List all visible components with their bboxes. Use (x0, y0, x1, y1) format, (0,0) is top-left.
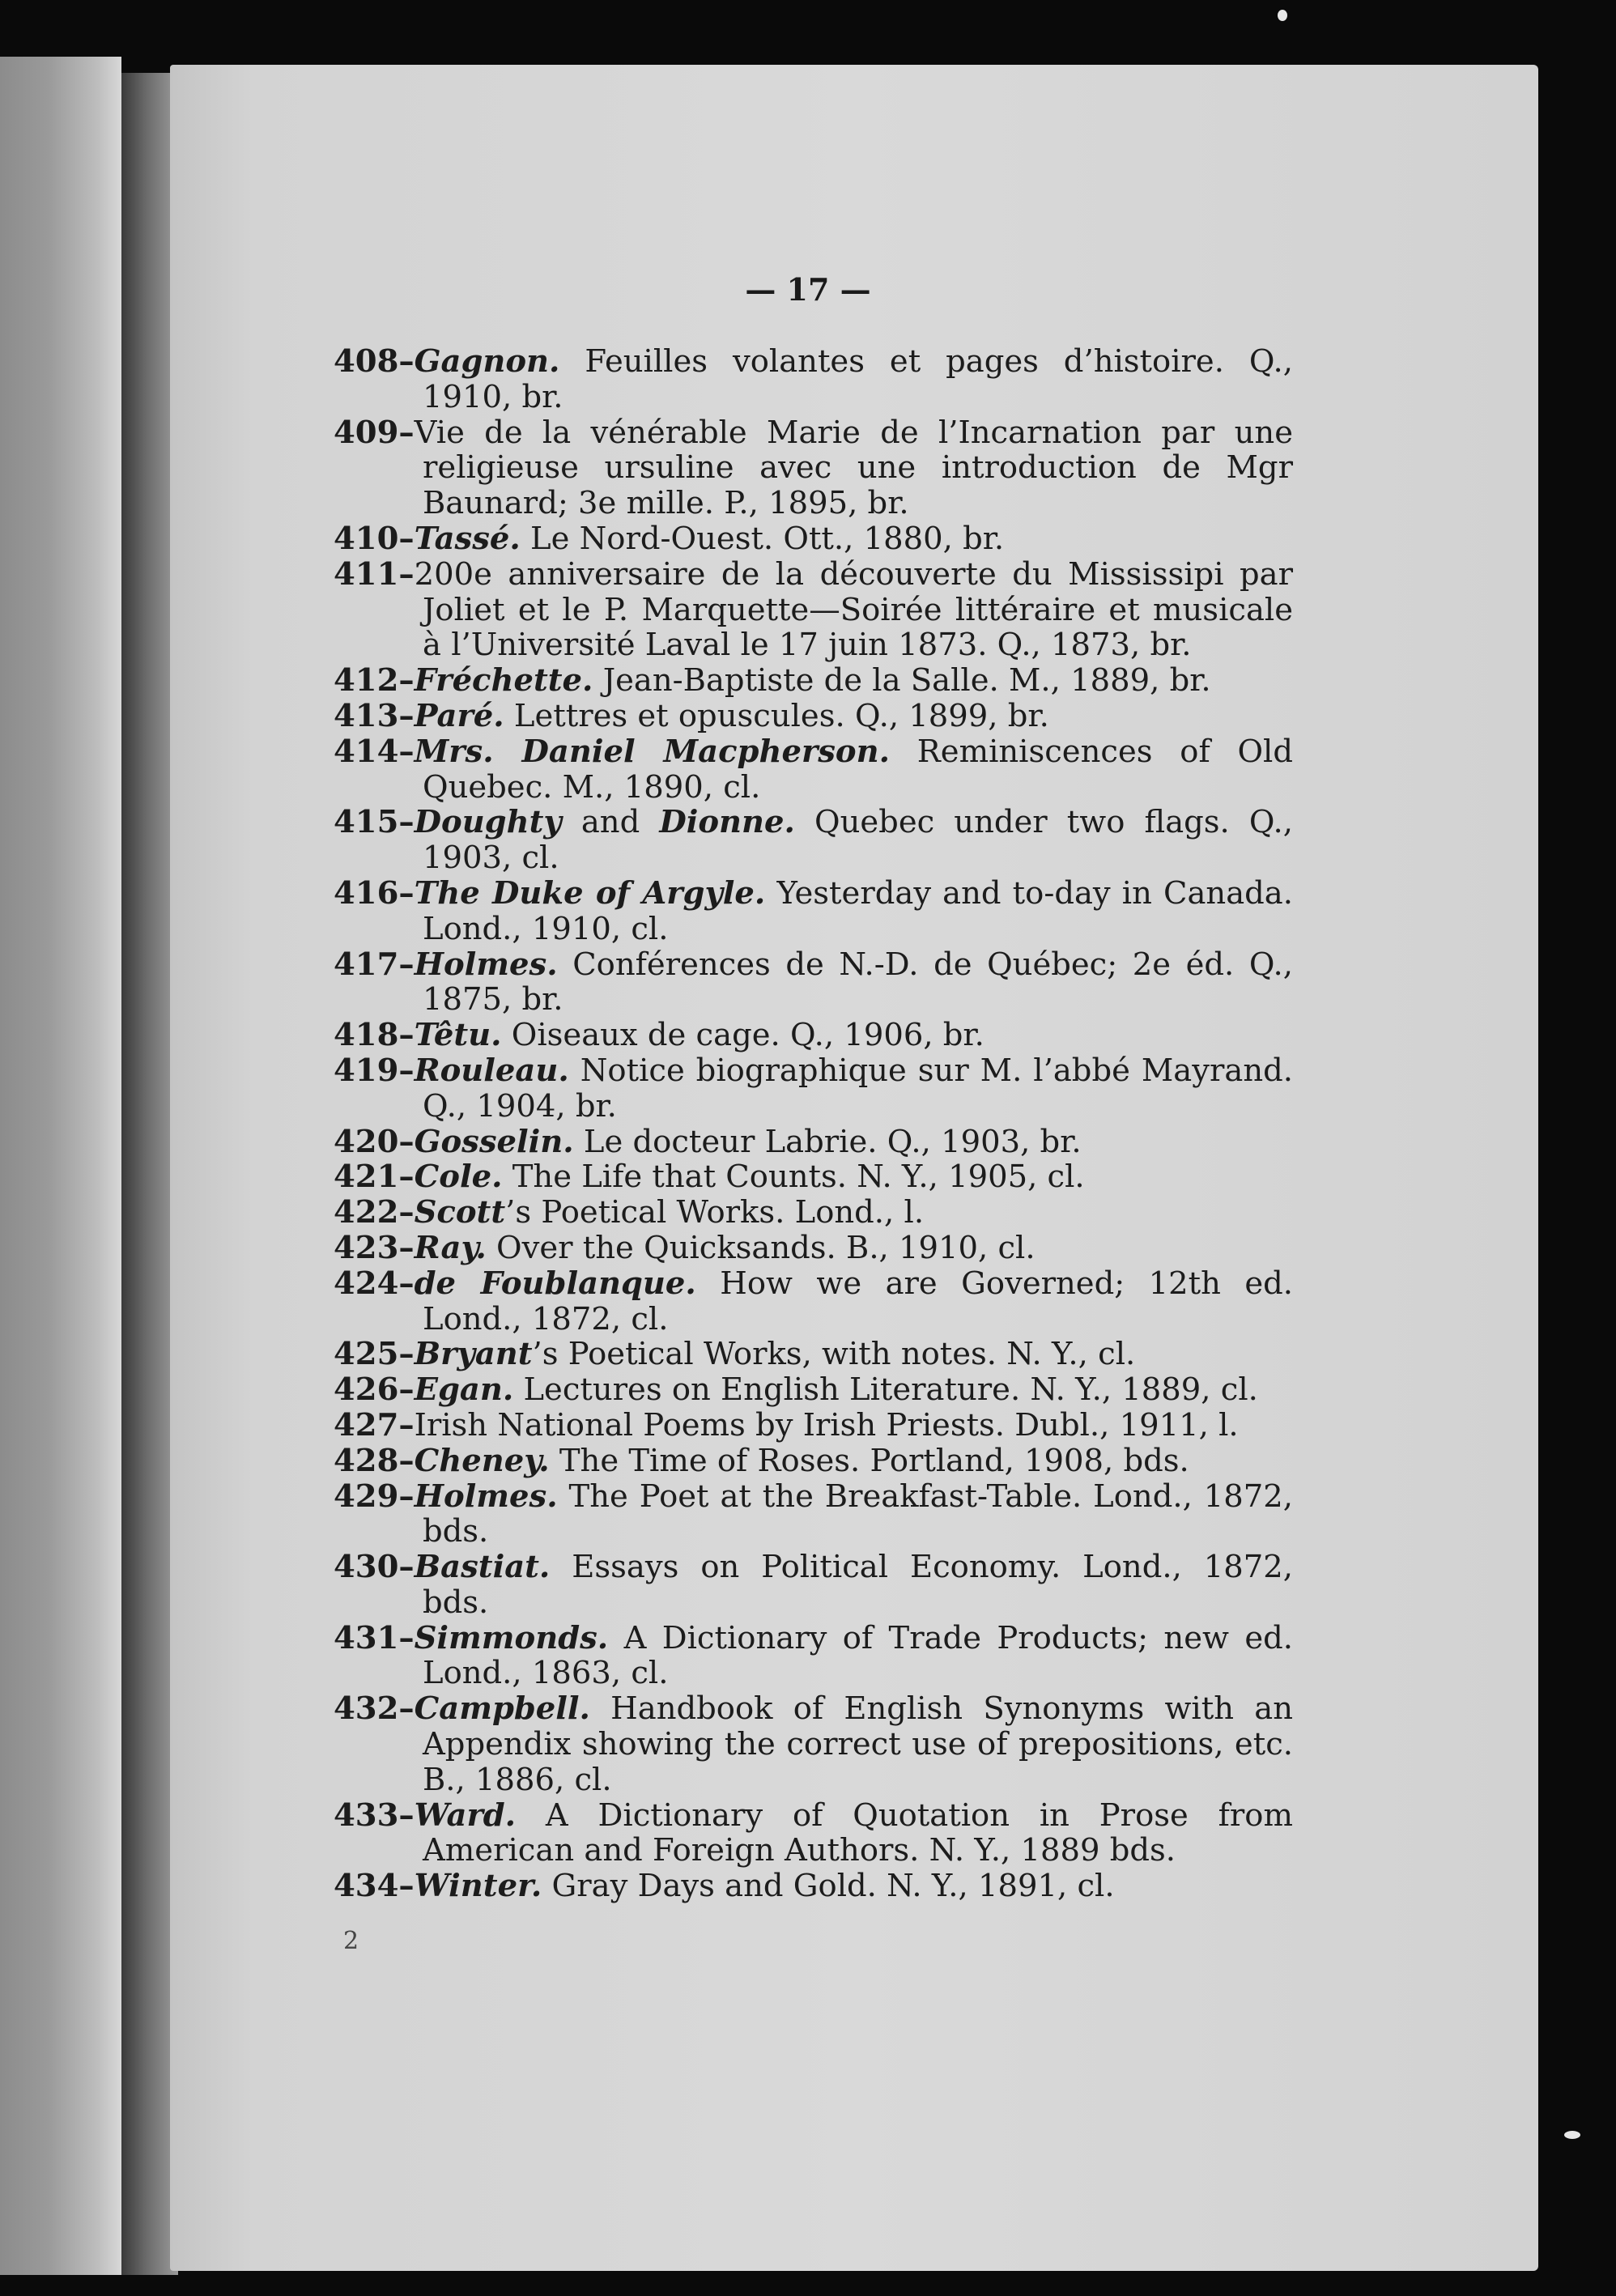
catalogue-entry (334, 1195, 1293, 1231)
entry-description: A Dictionary of Trade Products; new ed. Lond., 1863, cl. (423, 1619, 1293, 1692)
catalogue-entry (334, 1372, 1293, 1408)
entry-description: ’s Poetical Works, with notes. N. Y., cl. (532, 1336, 1136, 1373)
entry-description: A Dictionary of Quotation in Prose from American and Foreign Authors. N. Y., 1889 bds. (423, 1796, 1293, 1869)
catalogue-entry (334, 521, 1293, 557)
catalogue-entry (334, 1408, 1293, 1444)
entry-author: Têtu. (414, 1017, 502, 1054)
catalogue-entry (334, 344, 1293, 415)
catalogue-entry (334, 1869, 1293, 1904)
entry-number: 416– (334, 874, 415, 912)
catalogue-entry (334, 415, 1293, 521)
entry-description: Handbook of English Synonyms with an Appendix showing the correct use of prepositions, etc. B., 1886, cl. (423, 1690, 1293, 1798)
entry-description: Lectures on English Literature. N. Y., 1889, cl. (513, 1371, 1258, 1409)
entry-description: Gray Days and Gold. N. Y., 1891, cl. (542, 1868, 1115, 1905)
entry-number: 424– (334, 1265, 415, 1302)
catalogue-entry (334, 1550, 1293, 1621)
catalogue-entry (334, 1479, 1293, 1550)
entry-number: 413– (334, 697, 415, 734)
entry-number: 417– (334, 946, 415, 983)
catalogue-entry (334, 557, 1293, 663)
catalogue-entry (334, 947, 1293, 1018)
entry-number: 432– (334, 1690, 415, 1728)
entry-conjunction: and (561, 804, 660, 841)
entry-author: Bryant (414, 1336, 533, 1373)
catalogue-entry (334, 1621, 1293, 1692)
entry-number: 410– (334, 520, 415, 557)
entry-author: Holmes. (414, 946, 558, 983)
entry-description: Irish National Poems by Irish Priests. Dubl., 1911, l. (414, 1406, 1239, 1444)
entry-number: 411– (334, 555, 415, 593)
entry-author: Ray. (414, 1229, 487, 1266)
entry-author: de Foublanque. (414, 1265, 696, 1302)
catalogue-entry (334, 876, 1293, 947)
entry-number: 423– (334, 1229, 415, 1266)
entry-author: Cheney. (414, 1442, 550, 1479)
catalogue-entry (334, 1018, 1293, 1053)
entry-author: Tassé. (414, 520, 521, 557)
entry-author: Winter. (414, 1868, 542, 1905)
entry-author: Egan. (414, 1371, 514, 1409)
catalogue-entry (334, 1444, 1293, 1479)
entry-number: 408– (334, 343, 415, 380)
entry-author: Simmonds. (414, 1619, 609, 1656)
catalogue-entry (334, 1266, 1293, 1337)
entry-number: 414– (334, 733, 415, 770)
entry-description: Vie de la vénérable Marie de l’Incarnation par une religieuse ursuline avec une introduction de Mgr Baunard; 3e mille. P., 1895, br. (414, 414, 1293, 522)
entry-number: 434– (334, 1868, 415, 1905)
entry-description: Oiseaux de cage. Q., 1906, br. (501, 1017, 984, 1054)
signature-mark: 2 (343, 1927, 359, 1955)
entry-number: 425– (334, 1336, 415, 1373)
entry-description: 200e anniversaire de la découverte du Mississipi par Joliet et le P. Marquette—Soirée littéraire et musicale à l’Université Laval le 17 juin 1873. Q., 1873, br. (414, 555, 1293, 664)
entry-number: 428– (334, 1442, 415, 1479)
entry-description: Yesterday and to-day in Canada. Lond., 1910, cl. (423, 874, 1293, 947)
entry-description: Notice biographique sur M. l’abbé Mayrand. Q., 1904, br. (423, 1052, 1293, 1125)
catalogue-entry (334, 663, 1293, 699)
entry-number: 422– (334, 1194, 415, 1231)
entry-description: The Time of Roses. Portland, 1908, bds. (549, 1442, 1189, 1479)
entry-author: Doughty (414, 804, 562, 841)
entry-number: 431– (334, 1619, 415, 1656)
page-number: — 17 — (745, 271, 871, 308)
catalogue-entry (334, 1125, 1293, 1160)
entry-description: The Poet at the Breakfast-Table. Lond., 1872, bds. (423, 1478, 1293, 1550)
entry-description: Le docteur Labrie. Q., 1903, br. (573, 1123, 1082, 1160)
catalogue-entry (334, 1159, 1293, 1195)
entry-description: Conférences de N.-D. de Québec; 2e éd. Q., 1875, br. (423, 946, 1293, 1018)
catalogue-entry (334, 805, 1293, 876)
entry-description: Essays on Political Economy. Lond., 1872, bds. (423, 1549, 1293, 1621)
entry-author: Gosselin. (414, 1123, 574, 1160)
entry-author: The Duke of Argyle. (414, 874, 766, 912)
entry-description: Over the Quicksands. B., 1910, cl. (486, 1229, 1036, 1266)
catalogue-entry (334, 1231, 1293, 1266)
facing-page-edge (0, 57, 121, 2275)
entry-number: 427– (334, 1406, 415, 1444)
entry-author: Rouleau. (414, 1052, 569, 1089)
catalogue-entry (334, 1337, 1293, 1372)
catalogue-entry (334, 1053, 1293, 1125)
entry-author: Mrs. Daniel Macpherson. (414, 733, 891, 770)
entry-number: 429– (334, 1478, 415, 1515)
entry-description: ’s Poetical Works. Lond., l. (505, 1194, 925, 1231)
entry-number: 430– (334, 1549, 415, 1586)
entry-author: Scott (414, 1194, 506, 1231)
entry-number: 426– (334, 1371, 415, 1409)
entry-number: 421– (334, 1159, 415, 1196)
scan-speck (1564, 2131, 1580, 2139)
entry-author: Cole. (414, 1159, 503, 1196)
entry-number: 420– (334, 1123, 415, 1160)
entry-number: 409– (334, 414, 415, 451)
catalogue-entry-list (334, 344, 1293, 1904)
entry-description: Quebec under two flags. Q., 1903, cl. (423, 804, 1294, 877)
catalogue-entry (334, 1798, 1293, 1869)
entry-author: Holmes. (414, 1478, 558, 1515)
entry-description: Le Nord-Ouest. Ott., 1880, br. (520, 520, 1005, 557)
catalogue-entry (334, 699, 1293, 734)
catalogue-entry (334, 734, 1293, 806)
entry-number: 418– (334, 1017, 415, 1054)
entry-author: Bastiat. (414, 1549, 551, 1586)
entry-author: Paré. (414, 697, 504, 734)
entry-second-author: Dionne. (659, 804, 795, 841)
entry-author: Gagnon. (414, 343, 560, 380)
entry-number: 412– (334, 662, 415, 699)
scan-speck (1278, 10, 1287, 21)
entry-description: Lettres et opuscules. Q., 1899, br. (504, 697, 1049, 734)
entry-description: The Life that Counts. N. Y., 1905, cl. (502, 1159, 1085, 1196)
entry-description: Feuilles volantes et pages d’histoire. Q., 1910, br. (423, 343, 1293, 415)
entry-number: 419– (334, 1052, 415, 1089)
entry-number: 415– (334, 804, 415, 841)
entry-number: 433– (334, 1796, 415, 1834)
catalogue-entry (334, 1691, 1293, 1797)
entry-description: Jean-Baptiste de la Salle. M., 1889, br. (593, 662, 1211, 699)
entry-author: Ward. (414, 1796, 517, 1834)
entry-author: Campbell. (414, 1690, 590, 1728)
entry-description: How we are Governed; 12th ed. Lond., 1872, cl. (423, 1265, 1293, 1337)
entry-author: Fréchette. (414, 662, 593, 699)
entry-description: Reminiscences of Old Quebec. M., 1890, cl. (423, 733, 1293, 806)
